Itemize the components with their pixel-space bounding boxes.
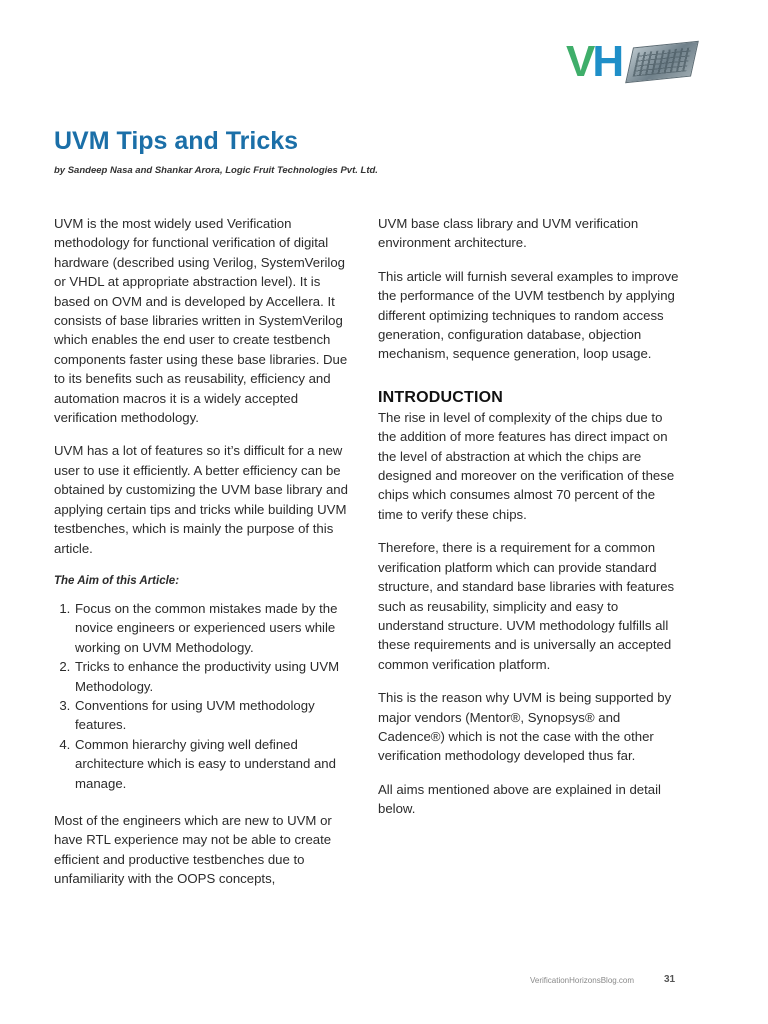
aim-item-1: 1. Focus on the common mistakes made by the novice engineers or experienced users while working on UVM Methodology. bbox=[74, 599, 354, 657]
left-paragraph-1: UVM is the most widely used Verification methodology for functional verification of digital hardware (described using Verilog, SystemVerilog or VHDL at appropriate abstraction level). It is based on OVM and is developed by Accellera. It consists of base libraries written in SystemVerilog which enables the end user to create testbench components faster using these base libraries. Due to its benefits such as reusability, efficiency and automation macros it is a widely accepted verification methodology. bbox=[54, 216, 348, 426]
article-title: UVM Tips and Tricks bbox=[54, 127, 299, 155]
aim-item-3: 3. Conventions for using UVM methodology features. bbox=[74, 696, 354, 735]
aim-item-2: 2. Tricks to enhance the productivity using UVM Methodology. bbox=[74, 657, 354, 696]
right-column bbox=[378, 214, 682, 819]
aims-list bbox=[54, 599, 354, 793]
chip-graphic-icon bbox=[625, 41, 699, 83]
logo-letters: VH bbox=[566, 37, 622, 86]
aim-item-4: 4. Common hierarchy giving well defined architecture which is easy to understand and manage. bbox=[74, 735, 354, 793]
vh-logo bbox=[566, 38, 702, 86]
right-paragraph-6: All aims mentioned above are explained in detail below. bbox=[378, 781, 661, 817]
right-paragraph-1: UVM base class library and UVM verification environment architecture. bbox=[378, 216, 639, 251]
right-paragraph-5: This is the reason why UVM is being supported by major vendors (Mentor®, Synopsys® and Cadence®) which is not the case with the other verification methodology developed thus far. bbox=[378, 690, 672, 764]
right-paragraph-4: Therefore, there is a requirement for a common verification platform which can provide standard structure, and standard base libraries with features such as reusability, simplicity and easy to understand structure. UVM methodology fulfills all these requirements and is universally an accepted common verification platform. bbox=[378, 540, 675, 672]
aim-heading: The Aim of this Article: bbox=[54, 574, 180, 587]
introduction-heading: INTRODUCTION bbox=[378, 388, 504, 406]
left-paragraph-2: UVM has a lot of features so it’s difficult for a new user to use it efficiently. A better efficiency can be obtained by customizing the UVM base library and applying certain tips and tricks while building UVM testbenches, which is mainly the purpose of this article. bbox=[54, 443, 348, 556]
left-paragraph-3: Most of the engineers which are new to UVM or have RTL experience may not be able to create efficient and productive testbenches due to unfamiliarity with the OOPS concepts, bbox=[54, 812, 332, 887]
article-byline: by Sandeep Nasa and Shankar Arora, Logic Fruit Technologies Pvt. Ltd. bbox=[54, 165, 378, 176]
right-paragraph-3: The rise in level of complexity of the chips due to the addition of more features has direct impact on the level of abstraction at which the chips are designed and moreover on the verification of these chips which consumes almost 70 percent of the time to verify these chips. bbox=[378, 409, 675, 522]
page-number: 31 bbox=[664, 974, 676, 985]
left-column bbox=[54, 214, 354, 889]
footer-site: VerificationHorizonsBlog.com bbox=[530, 976, 635, 985]
right-paragraph-2: This article will furnish several examples to improve the performance of the UVM testbench by applying different optimizing techniques to random access generation, configuration database, objection mechanism, sequence generation, loop usage. bbox=[378, 268, 679, 362]
